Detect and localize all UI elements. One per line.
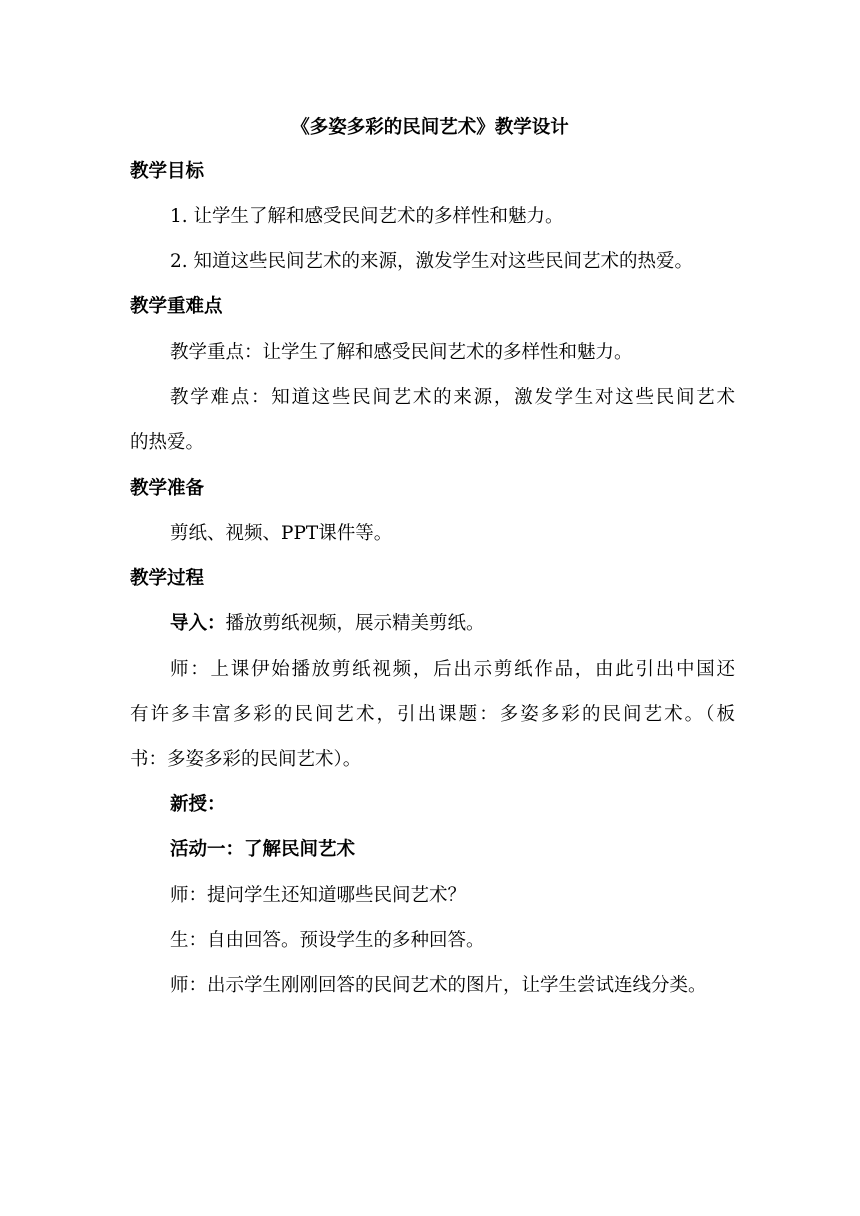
teacher-show: 师：出示学生刚刚回答的民间艺术的图片，让学生尝试连线分类。 (170, 975, 707, 996)
section-heading-process: 教学过程 (130, 568, 205, 589)
process-intro-label: 导入： (170, 613, 226, 634)
new-lesson-label: 新授： (170, 794, 226, 815)
teacher-intro-line3: 书：多姿多彩的民间艺术）。 (130, 749, 362, 770)
teacher-intro-line1: 师：上课伊始播放剪纸视频，后出示剪纸作品，由此引出中国还 (170, 659, 735, 680)
key-point-difficulty-line1: 教学难点：知道这些民间艺术的来源，激发学生对这些民间艺术 (170, 387, 735, 408)
section-heading-goals: 教学目标 (130, 161, 205, 182)
key-point-focus: 教学重点：让学生了解和感受民间艺术的多样性和魅力。 (170, 342, 633, 363)
document-title: 《多姿多彩的民间艺术》教学设计 (291, 117, 569, 138)
student-answer: 生：自由回答。预设学生的多种回答。 (170, 930, 485, 951)
process-intro (170, 612, 735, 636)
key-point-difficulty-line2: 的热爱。 (130, 432, 205, 453)
teacher-intro-line2: 有许多丰富多彩的民间艺术，引出课题：多姿多彩的民间艺术。（板 (130, 704, 735, 725)
section-heading-key-points: 教学重难点 (130, 296, 223, 317)
preparation-content: 剪纸、视频、PPT课件等。 (170, 523, 393, 544)
section-heading-preparation: 教学准备 (130, 478, 205, 499)
goal-item-2: 2. 知道这些民间艺术的来源，激发学生对这些民间艺术的热爱。 (170, 251, 694, 272)
activity1-title: 活动一：了解民间艺术 (170, 839, 356, 860)
teacher-question: 师：提问学生还知道哪些民间艺术？ (170, 885, 467, 906)
process-intro-text: 播放剪纸视频，展示精美剪纸。 (225, 613, 485, 634)
goal-item-1: 1. 让学生了解和感受民间艺术的多样性和魅力。 (170, 206, 564, 227)
